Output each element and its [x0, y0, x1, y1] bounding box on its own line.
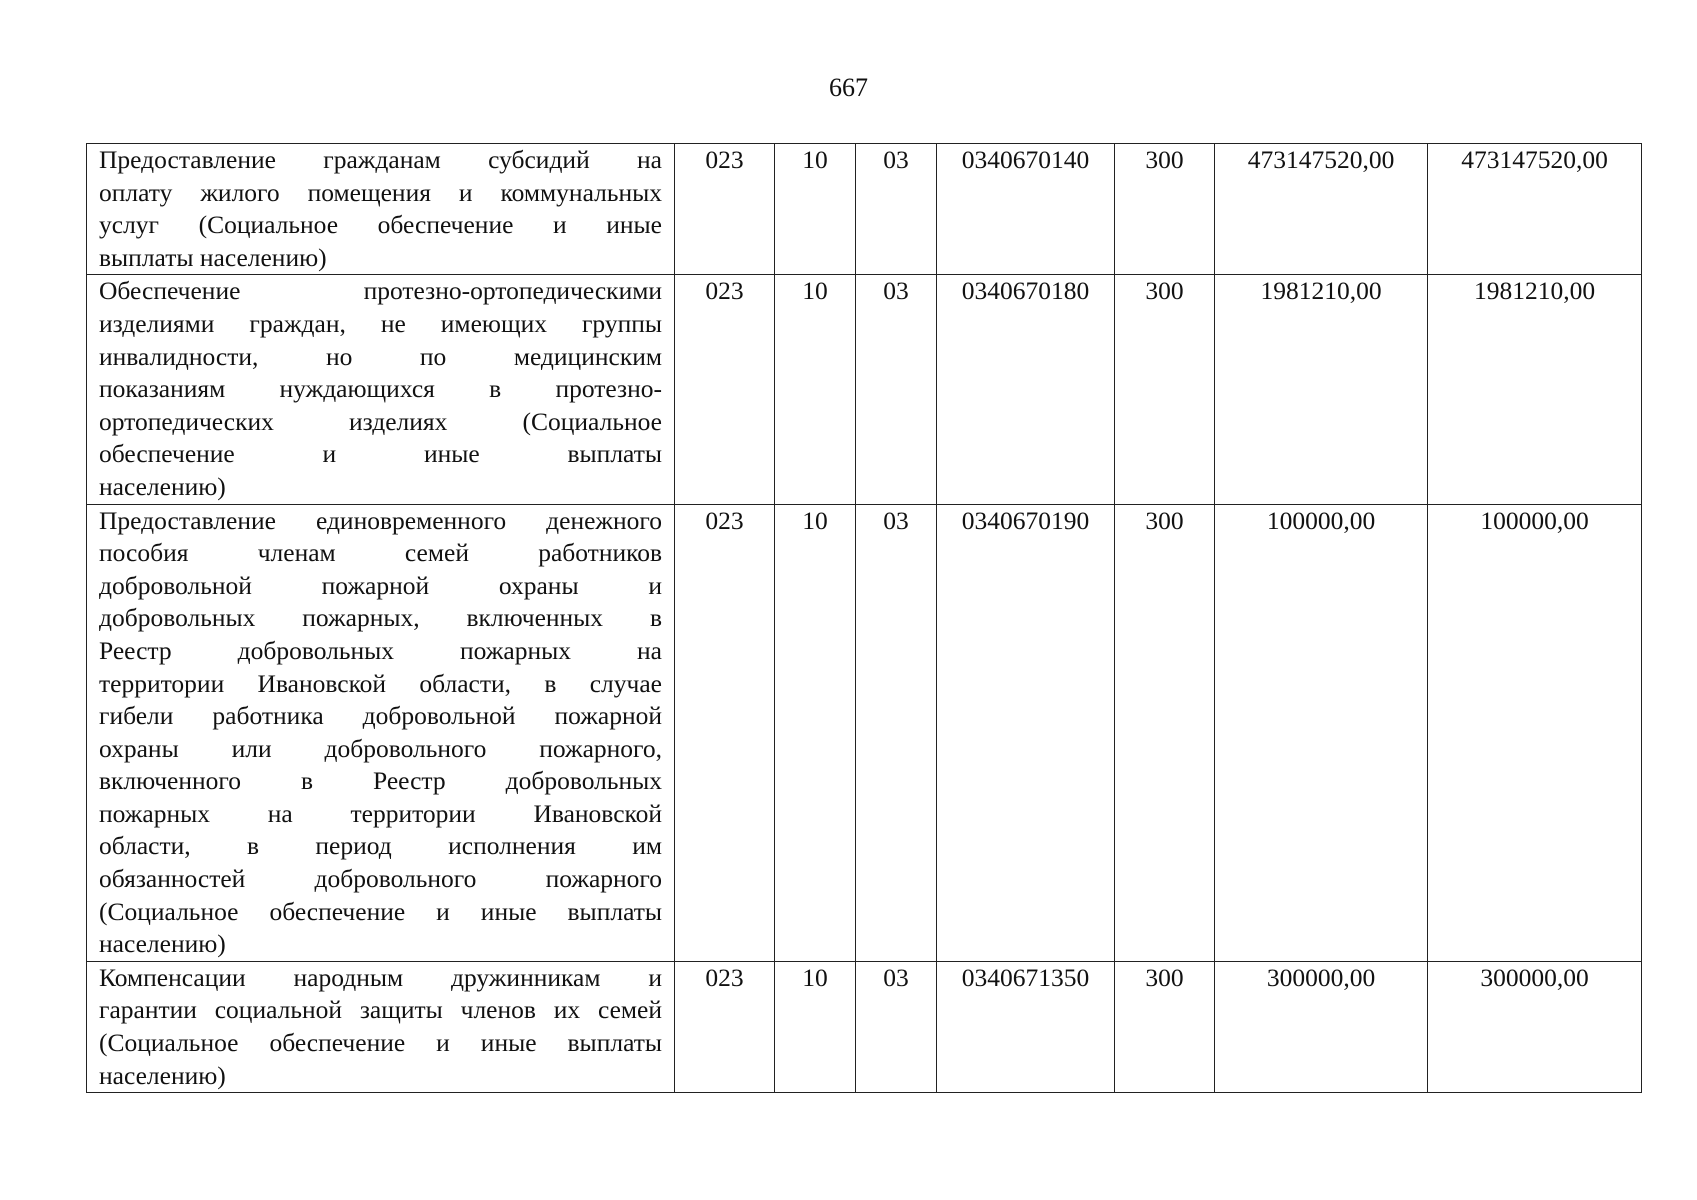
cell-rz: 10: [775, 961, 856, 1092]
cell-sum-1: 100000,00: [1215, 504, 1428, 961]
cell-ved: 023: [675, 144, 775, 275]
cell-csr: 0340670190: [937, 504, 1115, 961]
row-description: [87, 275, 675, 504]
description-line: услуг (Социальное обеспечение и иные: [99, 210, 662, 240]
cell-vr: 300: [1115, 144, 1215, 275]
description-line: населению): [99, 1060, 226, 1090]
description-line: Реестр добровольных пожарных на: [99, 635, 662, 665]
row-description: [87, 504, 675, 961]
row-description: [87, 144, 675, 275]
cell-pr: 03: [856, 144, 937, 275]
description-line: гарантии социальной защиты членов их семей: [99, 995, 662, 1025]
cell-vr: 300: [1115, 961, 1215, 1092]
description-line: пособия членам семей работников: [99, 538, 662, 568]
cell-sum-1: 1981210,00: [1215, 275, 1428, 504]
description-line: Обеспечение протезно-ортопедическими: [99, 276, 662, 306]
description-line: населению): [99, 929, 226, 959]
description-line: населению): [99, 471, 226, 501]
cell-csr: 0340670140: [937, 144, 1115, 275]
cell-csr: 0340670180: [937, 275, 1115, 504]
description-line: инвалидности, но по медицинским: [99, 341, 662, 371]
cell-sum-2: 300000,00: [1428, 961, 1642, 1092]
page-number: 667: [829, 73, 868, 102]
cell-vr: 300: [1115, 504, 1215, 961]
cell-sum-2: 473147520,00: [1428, 144, 1642, 275]
description-line: обязанностей добровольного пожарного: [99, 864, 662, 894]
description-line: области, в период исполнения им: [99, 831, 662, 861]
cell-ved: 023: [675, 961, 775, 1092]
description-line: Предоставление единовременного денежного: [99, 505, 662, 535]
cell-rz: 10: [775, 275, 856, 504]
description-line: включенного в Реестр добровольных: [99, 766, 662, 796]
cell-sum-2: 100000,00: [1428, 504, 1642, 961]
table-row: [87, 961, 1642, 1092]
description-line: охраны или добровольного пожарного,: [99, 733, 662, 763]
cell-sum-1: 300000,00: [1215, 961, 1428, 1092]
description-line: изделиями граждан, не имеющих группы: [99, 308, 662, 338]
description-line: выплаты населению): [99, 242, 327, 272]
cell-pr: 03: [856, 504, 937, 961]
description-line: территории Ивановской области, в случае: [99, 668, 662, 698]
description-line: (Социальное обеспечение и иные выплаты: [99, 896, 662, 926]
description-line: Предоставление гражданам субсидий на: [99, 145, 662, 174]
cell-ved: 023: [675, 504, 775, 961]
cell-rz: 10: [775, 144, 856, 275]
table-row: [87, 144, 1642, 275]
cell-vr: 300: [1115, 275, 1215, 504]
description-line: добровольной пожарной охраны и: [99, 570, 662, 600]
cell-pr: 03: [856, 961, 937, 1092]
table-row: [87, 504, 1642, 961]
description-line: оплату жилого помещения и коммунальных: [99, 177, 662, 207]
budget-table: [86, 143, 1642, 1093]
table-row: [87, 275, 1642, 504]
description-line: ортопедических изделиях (Социальное: [99, 406, 662, 436]
description-line: показаниям нуждающихся в протезно-: [99, 374, 662, 404]
row-description: [87, 961, 675, 1092]
description-line: добровольных пожарных, включенных в: [99, 603, 662, 633]
cell-rz: 10: [775, 504, 856, 961]
table-body: [87, 144, 1642, 1093]
description-line: гибели работника добровольной пожарной: [99, 701, 662, 731]
cell-pr: 03: [856, 275, 937, 504]
cell-sum-2: 1981210,00: [1428, 275, 1642, 504]
description-line: Компенсации народным дружинникам и: [99, 962, 662, 992]
cell-ved: 023: [675, 275, 775, 504]
cell-sum-1: 473147520,00: [1215, 144, 1428, 275]
description-line: пожарных на территории Ивановской: [99, 798, 662, 828]
description-line: обеспечение и иные выплаты: [99, 439, 662, 469]
description-line: (Социальное обеспечение и иные выплаты: [99, 1028, 662, 1058]
cell-csr: 0340671350: [937, 961, 1115, 1092]
